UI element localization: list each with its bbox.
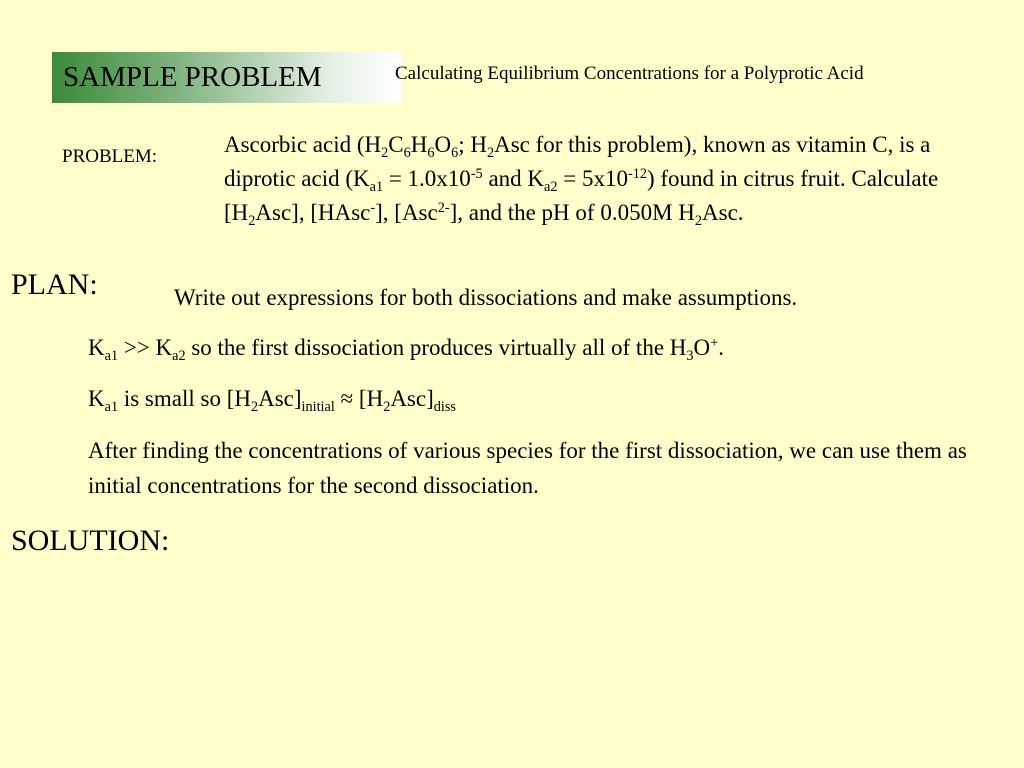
plan-label: PLAN:	[11, 268, 98, 301]
solution-label: SOLUTION:	[11, 524, 170, 557]
plan-assumption-1: $K_{a1} >> K_{a2}$ so the first dissociation produces virtually all of the $H_3O^+$.	[88, 335, 724, 364]
problem-label: PROBLEM:	[62, 146, 158, 167]
slide-subtitle: Calculating Equilibrium Concentrations for a Polyprotic Acid	[395, 63, 864, 84]
plan-paragraph: After finding the concentrations of various species for the first dissociation, we can use them as initial concentrations for the second dissociation.	[88, 438, 967, 498]
plan-intro: Write out expressions for both dissociations and make assumptions.	[174, 285, 798, 310]
slide-title: SAMPLE PROBLEM	[63, 61, 322, 93]
problem-statement: Ascorbic acid ($H_2C_6H_6O_6$; $H_2Asc$ for this problem), known as vitamin C, is a diprotic acid ($K_{a1} = 1.0x10^{-5}$ and $K_{a2} = 5x10^{-12}$) found in citrus fruit. Calculate $[H_2Asc]$, [HAsc-], [Asc$^{2-}$], and the pH of 0.050M $H_2Asc$.	[224, 132, 939, 229]
plan-assumption-2: $K_{a1}$ is small so $[H_2Asc]_{initial} \approx [H_2Asc]_{diss}$	[88, 386, 456, 415]
